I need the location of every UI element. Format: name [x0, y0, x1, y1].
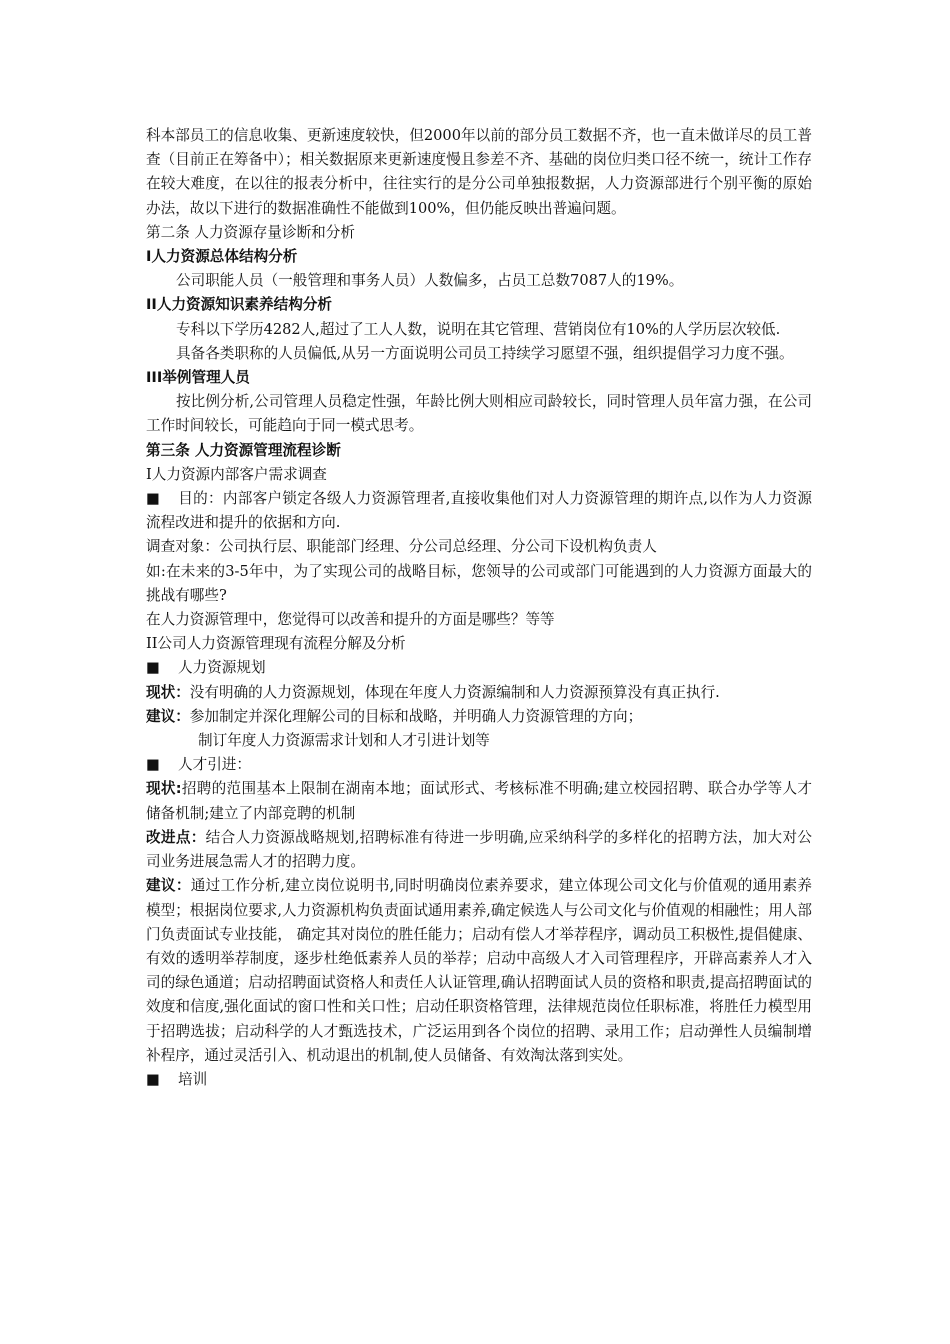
bullet-talent-recruitment [146, 753, 812, 777]
bullet-hr-planning [146, 656, 812, 680]
subheading-overall-structure: I人力资源总体结构分析 [146, 248, 298, 266]
bullet-square-icon: ■ [146, 756, 160, 774]
label-status: 现状： [146, 683, 190, 701]
paragraph-functional-staff: 公司职能人员（一般管理和事务人员）人数偏多，占员工总数7087人的19%。 [176, 272, 684, 290]
suggestion-text: 通过工作分析,建立岗位说明书,同时明确岗位素养要求，建立体现公司文化与价值观的通用素养模型；根据岗位要求,人力资源机构负责面试通用素养,确定候选人与公司文化与价值观的相融性；用人部门负责面试专业技能， 确定其对岗位的胜任能力；启动有偿人才举荐程序，调动员工积极性,提倡健康、有效的透明举荐制度，逐步杜绝低素养人员的举荐；启动中高级人才入司管理程序，开辟高素养人才入司的绿色通道；启动招聘面试资格人和责任人认证管理,确认招聘面试人员的资格和职责,提高招聘面试的效度和信度,强化面试的窗口性和关口性；启动任职资格管理，法律规范岗位任职标准，将胜任力模型用于招聘选拔；启动科学的人才甄选技术，广泛运用到各个岗位的招聘、录用工作；启动弹性人员编制增补程序，通过灵活引入、机动退出的机制,使人员储备、有效淘汰落到实处。 [146, 877, 813, 1064]
planning-status [146, 681, 812, 705]
bullet-text: 人才引进： [178, 756, 251, 774]
bullet-text: 目的：内部客户锁定各级人力资源管理者,直接收集他们对人力资源管理的期许点,以作为人力资源流程改进和提升的依据和方向. [146, 490, 812, 532]
paragraph-titles: 具备各类职称的人员偏低,从另一方面说明公司员工持续学习愿望不强，组织提倡学习力度不强。 [176, 344, 794, 362]
bullet-square-icon: ■ [146, 659, 160, 677]
label-suggestion: 建议： [146, 707, 190, 725]
label-improvement: 改进点： [146, 828, 206, 846]
planning-suggestion-continued: 制订年度人力资源需求计划和人才引进计划等 [198, 732, 490, 750]
suggestion-text: 参加制定并深化理解公司的目标和战略，并明确人力资源管理的方向； [189, 707, 643, 725]
improvement-text: 结合人力资源战略规划,招聘标准有待进一步明确,应采纳科学的多样化的招聘方法，加大对公司业务进展急需人才的招聘力度。 [146, 828, 812, 871]
recruitment-suggestion [146, 874, 812, 1068]
document-page [146, 124, 812, 1092]
bullet-square-icon: ■ [146, 490, 160, 508]
recruitment-improvement [146, 826, 812, 874]
label-suggestion: 建议： [146, 877, 191, 895]
label-status: 现状: [146, 780, 182, 798]
bullet-square-icon: ■ [146, 1070, 160, 1088]
recruitment-status [146, 777, 812, 825]
subheading-process-analysis: II公司人力资源管理现有流程分解及分析 [146, 635, 406, 653]
status-text: 招聘的范围基本上限制在湖南本地；面试形式、考核标准不明确;建立校园招聘、联合办学等人才储备机制;建立了内部竞聘的机制 [146, 780, 812, 822]
planning-suggestion [146, 705, 812, 729]
paragraph-education: 专科以下学历4282人,超过了工人人数，说明在其它管理、营销岗位有10%的人学历层次较低. [176, 320, 781, 338]
status-text: 没有明确的人力资源规划，体现在年度人力资源编制和人力资源预算没有真正执行. [189, 683, 720, 701]
paragraph-survey-question-1: 如:在未来的3-5年中，为了实现公司的战略目标，您领导的公司或部门可能遇到的人力资源方面最大的挑战有哪些? [146, 562, 812, 604]
subheading-management: III举例管理人员 [146, 369, 250, 387]
bullet-purpose [146, 487, 812, 535]
bullet-training [146, 1068, 812, 1092]
subheading-knowledge-structure: II人力资源知识素养结构分析 [146, 296, 332, 314]
subheading-customer-survey: I人力资源内部客户需求调查 [146, 465, 327, 483]
paragraph-survey-targets: 调查对象：公司执行层、职能部门经理、分公司总经理、分公司下设机构负责人 [146, 538, 657, 556]
section-heading-3: 第三条 人力资源管理流程诊断 [146, 441, 341, 459]
section-heading-2: 第二条 人力资源存量诊断和分析 [146, 223, 355, 241]
paragraph-survey-question-2: 在人力资源管理中，您觉得可以改善和提升的方面是哪些？等等 [146, 611, 555, 629]
bullet-text: 人力资源规划 [178, 659, 266, 677]
intro-paragraph: 科本部员工的信息收集、更新速度较快，但2000年以前的部分员工数据不齐，也一直未做详尽的员工普查（目前正在筹备中）；相关数据原来更新速度慢且参差不齐、基础的岗位归类口径不统一，统计工作存在较大难度，在以往的报表分析中，往往实行的是分公司单独报数据，人力资源部进行个别平衡的原始办法，故以下进行的数据准确性不能做到100%，但仍能反映出普遍问题。 [146, 127, 812, 217]
paragraph-management-analysis: 按比例分析,公司管理人员稳定性强，年龄比例大则相应司龄较长，同时管理人员年富力强，在公司工作时间较长，可能趋向于同一模式思考。 [146, 393, 812, 435]
bullet-text: 培训 [178, 1070, 208, 1088]
